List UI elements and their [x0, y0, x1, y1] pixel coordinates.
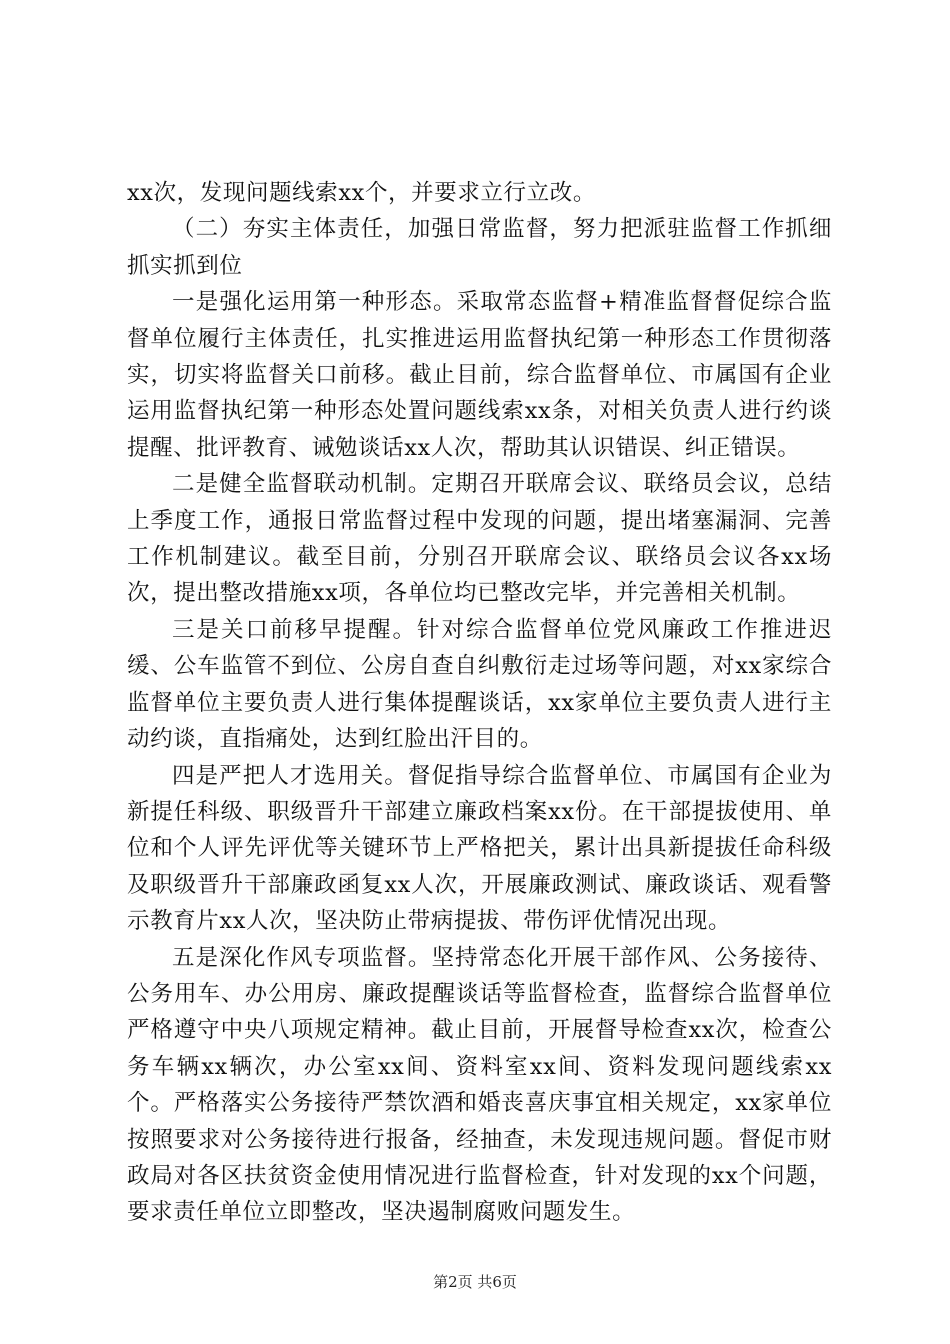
paragraph-item-2: 二是健全监督联动机制。定期召开联席会议、联络员会议，总结上季度工作，通报日常监督过程中发现的问题，提出堵塞漏洞、完善工作机制建议。截至目前，分别召开联席会议、联络员会议各xx场次，提出整改措施xx项，各单位均已整改完毕，并完善相关机制。: [127, 471, 832, 607]
section-heading: （二）夯实主体责任，加强日常监督，努力把派驻监督工作抓细抓实抓到位: [127, 216, 832, 279]
paragraph-item-3: 三是关口前移早提醒。针对综合监督单位党风廉政工作推进迟缓、公车监管不到位、公房自查自纠敷衍走过场等问题，对xx家综合监督单位主要负责人进行集体提醒谈话，xx家单位主要负责人进行主动约谈，直指痛处，达到红脸出汗目的。: [127, 616, 832, 753]
paragraph-item-5: 五是深化作风专项监督。坚持常态化开展干部作风、公务接待、公务用车、办公用房、廉政提醒谈话等监督检查，监督综合监督单位严格遵守中央八项规定精神。截止目前，开展督导检查xx次，检查公务车辆xx辆次，办公室xx间、资料室xx间、资料发现问题线索xx个。严格落实公务接待严禁饮酒和婚丧喜庆事宜相关规定，xx家单位按照要求对公务接待进行报备，经抽查，未发现违规问题。督促市财政局对各区扶贫资金使用情况进行监督检查，针对发现的xx个问题，要求责任单位立即整改，坚决遏制腐败问题发生。: [127, 944, 832, 1226]
paragraph-item-1: 一是强化运用第一种形态。采取常态监督+精准监督督促综合监督单位履行主体责任，扎实推进运用监督执纪第一种形态工作贯彻落实，切实将监督关口前移。截止目前，综合监督单位、市属国有企业运用监督执纪第一种形态处置问题线索xx条，对相关负责人进行约谈提醒、批评教育、诫勉谈话xx人次，帮助其认识错误、纠正错误。: [127, 289, 832, 461]
page-footer: [0, 1272, 950, 1292]
paragraph-item-4: 四是严把人才选用关。督促指导综合监督单位、市属国有企业为新提任科级、职级晋升干部建立廉政档案xx份。在干部提拔使用、单位和个人评先评优等关键环节上严格把关，累计出具新提拔任命科级及职级晋升干部廉政函复xx人次，开展廉政测试、廉政谈话、观看警示教育片xx人次，坚决防止带病提拔、带伤评优情况出现。: [127, 762, 832, 935]
page-number: 第2页 共6页: [433, 1273, 517, 1291]
paragraph-continuation: xx次，发现问题线索xx个，并要求立行立改。: [127, 180, 596, 206]
document-body: [127, 175, 832, 1231]
